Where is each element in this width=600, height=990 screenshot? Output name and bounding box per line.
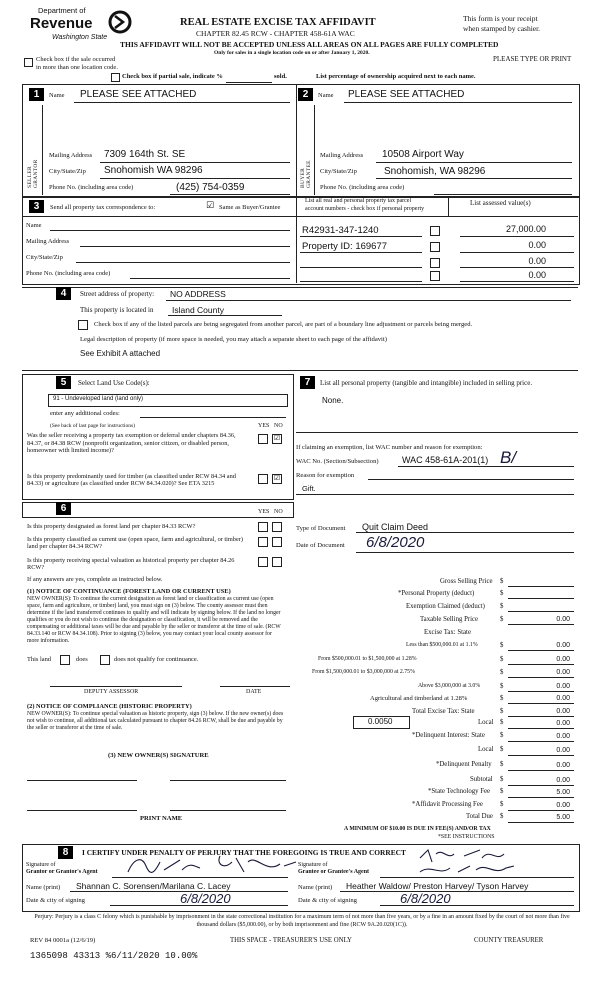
recording-stamp: 1365098 43313 %6/11/2020 10.00% (30, 951, 198, 961)
grantor-date-label: Date & city of signing (26, 897, 85, 904)
taxable-dollar: $ (500, 616, 504, 623)
s5-q1: Was the seller receiving a property tax exemption or deferral under chapters 84.36, 84.37, or 84.38 RCW (nonprofit organization, senior citizen, or disabled person, homeowner with limited income)? (27, 432, 236, 454)
doc-type-line (356, 532, 574, 533)
personal-property-checkbox[interactable] (430, 258, 440, 268)
section-8-number: 8 (58, 846, 73, 859)
total-due-value[interactable]: 5.00 (556, 814, 570, 821)
seller-grantor-side-label: SELLER GRANTOR (27, 159, 39, 188)
new-owner-sig-line-1[interactable] (27, 780, 137, 781)
new-owner-sig-line-2[interactable] (170, 780, 286, 781)
affidavit-fee-label: *Affidavit Processing Fee (412, 801, 483, 808)
grantee-date-label: Date & city of signing (298, 897, 357, 904)
buyer-mailing-line (376, 162, 572, 163)
tier4-dollar: $ (500, 683, 504, 690)
tech-fee-dollar: $ (500, 788, 504, 795)
delinquent-penalty-line (508, 770, 574, 771)
reason-label: Reason for exemption (296, 472, 355, 479)
street-address-line (166, 300, 571, 301)
land-qualify-this: This land (27, 656, 51, 663)
s3-mailing-line[interactable] (80, 246, 290, 247)
affidavit-fee-line (508, 810, 574, 811)
assessed-header: List assessed value(s) (470, 199, 531, 207)
assessed-line (460, 252, 574, 253)
ownership-note: List percentage of ownership acquired next to each name. (316, 73, 476, 80)
subtotal-dollar: $ (500, 776, 504, 783)
doc-type-value[interactable]: Quit Claim Deed (362, 522, 429, 532)
tech-fee-label: *State Technology Fee (428, 788, 491, 795)
subtotal-value[interactable]: 0.00 (556, 777, 570, 784)
tier1-dollar: $ (500, 642, 504, 649)
delinquent-interest-label: *Delinquent Interest: State (412, 732, 485, 739)
doc-type-label: Type of Document (296, 525, 346, 532)
partial-sale-checkbox[interactable] (111, 73, 120, 82)
send-correspondence-label: Send all property tax correspondence to: (50, 204, 156, 211)
personal-property-checkbox[interactable] (430, 271, 440, 281)
tier1-line (508, 650, 574, 651)
additional-codes-line[interactable] (140, 417, 286, 418)
subtotal-line (508, 785, 574, 786)
grantor-name-line (70, 891, 288, 892)
local2-value[interactable]: 0.00 (556, 747, 570, 754)
s3-name-line[interactable] (50, 230, 290, 231)
buyer-name-label: Name (318, 92, 334, 99)
delinquent-penalty-label: *Delinquent Penalty (436, 761, 492, 768)
grantee-name-label: Name (print) (298, 884, 333, 891)
buyer-phone-line[interactable] (434, 194, 572, 195)
s6-q1: Is this property designated as forest land per chapter 84.33 RCW? (27, 523, 196, 530)
delinquent-interest-dollar: $ (500, 732, 504, 739)
seller-name-label: Name (49, 92, 65, 99)
taxable-label: Taxable Selling Price (420, 616, 479, 623)
assessed-line (460, 267, 574, 268)
total-due-label: Total Due (466, 813, 493, 820)
s6-q1-yes-checkbox[interactable] (258, 522, 268, 532)
deputy-assessor-label: DEPUTY ASSESSOR (84, 689, 139, 695)
assessed-value[interactable]: 0.00 (528, 270, 546, 280)
located-in-label: This property is located in (80, 306, 154, 314)
grantor-name-value[interactable]: Shannan C. Sorensen/Marilana C. Lacey (76, 881, 231, 891)
parcel-header-2: account numbers - check box if personal property (305, 206, 425, 212)
dept-small-label: Department of (38, 6, 86, 15)
assessed-value[interactable]: 0.00 (528, 256, 546, 266)
perjury-notice: Perjury: Perjury is a class C felony which is punishable by imprisonment in the state correctional institution for a maximum term of not more than five years, or by a fine in an amount fixed by the court of not more than five thousand dollars ($5,000.00), or by both imprisonment and fine (RCW 9A.20.020(1C)). (34, 914, 570, 928)
ag-line (508, 703, 574, 704)
doc-date-label: Date of Document (296, 542, 345, 549)
s3-city-label: City/State/Zip (26, 254, 63, 261)
section-6-number: 6 (56, 502, 71, 515)
ag-label: Agricultural and timberland at 1.28% (370, 695, 468, 702)
s5-no-header: NO (274, 423, 283, 429)
notice-1-title: (1) NOTICE OF CONTINUANCE (FOREST LAND OR CURRENT USE) (27, 588, 231, 595)
if-yes-note: If any answers are yes, complete as instructed below. (27, 576, 163, 583)
grantor-date-line (110, 905, 288, 906)
certify-statement: I CERTIFY UNDER PENALTY OF PERJURY THAT THE FOREGOING IS TRUE AND CORRECT (82, 848, 406, 857)
wac-handwritten-mark: B/ (500, 448, 517, 467)
reason-line (368, 479, 574, 480)
s3-mailing-label: Mailing Address (26, 238, 70, 245)
section-3-divider-1 (296, 196, 297, 283)
buyer-name-value[interactable]: PLEASE SEE ATTACHED (348, 89, 465, 100)
seller-mailing-line (100, 162, 290, 163)
dept-state-label: Washington State (52, 34, 108, 41)
located-in-line (168, 315, 282, 316)
grantee-sig-line (380, 877, 574, 878)
ag-dollar: $ (500, 695, 504, 702)
print-name-line-1[interactable] (27, 810, 137, 811)
seller-name-line (74, 102, 290, 103)
tier2-dollar: $ (500, 656, 504, 663)
receipt-note-2: when stamped by cashier. (463, 24, 541, 33)
legal-description-label: Legal description of property (if more space is needed, you may attach a separate sheet to each page of the affidavit) (80, 336, 387, 343)
s5-q1-yes-checkbox[interactable] (258, 434, 268, 444)
total-state-label: Total Excise Tax: State (412, 708, 475, 715)
s6-q2-no-checkbox[interactable] (272, 537, 282, 547)
print-name-label: PRINT NAME (140, 815, 183, 822)
reason-line-2 (296, 494, 574, 495)
wac-label: WAC No. (Section/Subsection) (296, 458, 379, 465)
tier1-value[interactable]: 0.00 (556, 642, 570, 649)
taxable-line (508, 624, 574, 625)
form-title: REAL ESTATE EXCISE TAX AFFIDAVIT (180, 17, 376, 28)
revenue-logo-icon (107, 10, 133, 34)
s5-yes-header: YES (258, 423, 270, 429)
partial-sale-percent-line[interactable] (226, 82, 272, 83)
parcel-line (300, 236, 422, 237)
personal-property-value[interactable]: None. (322, 396, 344, 405)
subtotal-label: Subtotal (470, 776, 493, 783)
s5-q1-no-checkbox[interactable]: ☑ (273, 434, 281, 442)
tier3-value[interactable]: 0.00 (556, 669, 570, 676)
seller-side-divider (42, 105, 43, 195)
grantee-date-line (380, 905, 574, 906)
assessed-line (460, 281, 574, 282)
tier4-line (508, 691, 574, 692)
tier4-label: Above $3,000,000 at 3.0% (418, 683, 481, 689)
personal-deduct-line[interactable] (508, 598, 574, 599)
deputy-assessor-line[interactable] (50, 686, 182, 687)
s3-phone-label: Phone No. (including area code) (26, 270, 111, 277)
local2-label: Local (478, 746, 494, 753)
tier1-label: Less than $500,000.01 at 1.1% (406, 642, 478, 648)
s3-city-line[interactable] (76, 262, 290, 263)
parcel-number[interactable]: R42931-347-1240 (302, 225, 379, 236)
assessed-value[interactable]: 0.00 (528, 240, 546, 250)
grantor-date-value[interactable]: 6/8/2020 (180, 891, 231, 906)
affidavit-fee-value[interactable]: 0.00 (556, 802, 570, 809)
delinquent-interest-line (508, 741, 574, 742)
land-does-checkbox[interactable] (60, 655, 70, 665)
s3-name-label: Name (26, 222, 42, 229)
tier4-value[interactable]: 0.00 (556, 683, 570, 690)
minimum-note: A MINIMUM OF $10.00 IS DUE IN FEE(S) AND/OR TAX (344, 826, 491, 832)
section-1-number: 1 (29, 88, 44, 101)
s6-yes-header: YES (258, 509, 270, 515)
print-name-line-2[interactable] (170, 810, 286, 811)
seller-phone-line (170, 194, 290, 195)
notice-1-body: NEW OWNER(S): To continue the current designation as forest land or classification as current use (open space, farm and agriculture, or timber) land, you must sign on (3) below. The county assessor must then determine if the land transferred continues to qualify and will indicate by signing below. If the land no longer qualifies or you do not wish to continue the designation or classification, it will be removed and the compensating or additional taxes will be due and payable by the seller or transferor at the time of sale. (RCW 84.33.140 or RCW 84.34.108). Prior to signing (3) below, you may contact your local county assessor for more information. (27, 596, 281, 644)
buyer-city-value[interactable]: Snohomish, WA 98296 (384, 166, 486, 177)
local2-dollar: $ (500, 746, 504, 753)
exemption-deduct-label: Exemption Claimed (deduct) (406, 603, 485, 610)
total-state-line (508, 716, 574, 717)
personal-property-label: List all personal property (tangible and intangible) included in selling price. (320, 379, 533, 387)
same-as-buyer-checkbox[interactable]: ☑ (206, 201, 215, 211)
print-note: PLEASE TYPE OR PRINT (493, 55, 572, 63)
seller-phone-value[interactable]: (425) 754-0359 (176, 182, 245, 193)
delinquent-penalty-value[interactable]: 0.00 (556, 762, 570, 769)
total-state-value[interactable]: 0.00 (556, 708, 570, 715)
tier2-value[interactable]: 0.00 (556, 656, 570, 663)
s3-phone-line[interactable] (130, 278, 290, 279)
section-7-number: 7 (300, 376, 315, 389)
treasurer-use-label: THIS SPACE - TREASURER'S USE ONLY (230, 937, 352, 944)
section-5-number: 5 (56, 376, 71, 389)
total-state-dollar: $ (500, 708, 504, 715)
seller-name-value[interactable]: PLEASE SEE ATTACHED (80, 89, 197, 100)
assessed-line (460, 236, 574, 237)
section-4-bottom-line (22, 370, 578, 371)
land-qualify-does-not: does not qualify for continuance. (114, 656, 199, 663)
section-2-number: 2 (298, 88, 313, 101)
total-due-line (508, 822, 574, 823)
single-location-note: Only for sales in a single location code on or after January 1, 2020. (214, 50, 370, 56)
multi-location-label-2: in more than one location code. (36, 64, 118, 71)
located-in-value[interactable]: Island County (172, 305, 224, 315)
parcel-header-1: List all real and personal property tax parcel (305, 198, 412, 204)
s6-q3-no-checkbox[interactable] (272, 557, 282, 567)
partial-sale-label: Check box if partial sale, indicate % (122, 73, 223, 80)
tech-fee-line (508, 797, 574, 798)
tier2-line (508, 664, 574, 665)
section-3-number: 3 (29, 200, 44, 213)
gross-dollar: $ (500, 578, 504, 585)
form-subtitle: CHAPTER 82.45 RCW - CHAPTER 458-61A WAC (196, 29, 355, 38)
gross-line[interactable] (508, 586, 574, 587)
s5-q2: Is this property predominantly used for timber (as classified under RCW 84.34 and 84.33) or agriculture (as classified under RCW 84.34.020)? See ETA 3215 (27, 473, 236, 488)
exemption-deduct-line[interactable] (508, 611, 574, 612)
segregated-label: Check box if any of the listed parcels are being segregated from another parcel, are part of a boundary line adjustment or parcels being merged. (94, 321, 473, 328)
tier3-label: From $1,500,000.01 to $3,000,000 at 2.75% (312, 669, 415, 675)
tier3-dollar: $ (500, 669, 504, 676)
total-due-dollar: $ (500, 813, 504, 820)
affidavit-fee-dollar: $ (500, 801, 504, 808)
gross-label: Gross Selling Price (440, 578, 493, 585)
buyer-name-line (344, 102, 572, 103)
land-use-value: 91 - Undeveloped land (land only) (53, 396, 144, 402)
county-treasurer-label: COUNTY TREASURER (474, 937, 544, 944)
grantor-sig-label-1: Signature of (26, 862, 56, 868)
seller-city-value[interactable]: Snohomish WA 98296 (104, 165, 203, 176)
segregated-checkbox[interactable] (78, 320, 88, 330)
notice-2-title: (2) NOTICE OF COMPLIANCE (HISTORIC PROPERTY) (27, 703, 192, 710)
grantee-name-line (340, 891, 574, 892)
seller-mailing-value[interactable]: 7309 164th St. SE (104, 149, 186, 160)
deputy-date-line[interactable] (220, 686, 290, 687)
seller-city-line (100, 178, 290, 179)
s6-q2-yes-checkbox[interactable] (258, 537, 268, 547)
seller-phone-label: Phone No. (including area code) (49, 184, 134, 191)
s6-q3-yes-checkbox[interactable] (258, 557, 268, 567)
assessed-value[interactable]: 27,000.00 (505, 224, 546, 234)
buyer-side-divider (314, 105, 315, 195)
local-value[interactable]: 0.00 (556, 720, 570, 727)
buyer-phone-label: Phone No. (including area code) (320, 184, 405, 191)
local-line (508, 728, 574, 729)
s6-no-header: NO (274, 509, 283, 515)
receipt-note-1: This form is your receipt (463, 14, 538, 23)
wac-line (398, 466, 574, 467)
partial-sale-sold-label: sold. (274, 73, 287, 80)
parcel-line (300, 281, 422, 282)
same-as-buyer-label: Same as Buyer/Grantee (219, 204, 281, 211)
excise-state-label: Excise Tax: State (424, 629, 471, 636)
buyer-city-label: City/State/Zip (320, 168, 357, 175)
delinquent-interest-value[interactable]: 0.00 (556, 733, 570, 740)
doc-date-value[interactable]: 6/8/2020 (366, 534, 425, 551)
notice-2-body: NEW OWNER(S): To continue special valuation as historic property, sign (3) below. If the new owner(s) does not wish to continue, all additional tax calculated pursuant to chapter 84.26 RCW, shall be due and payable by the seller or transferor at the time of sale. (27, 711, 284, 731)
personal-property-checkbox[interactable] (430, 226, 440, 236)
section-3-header-line (22, 216, 578, 217)
multi-location-label-1: Check box if the sale occurred (36, 56, 116, 63)
tier3-line (508, 677, 574, 678)
grantee-date-value[interactable]: 6/8/2020 (400, 891, 451, 906)
ag-value[interactable]: 0.00 (556, 695, 570, 702)
street-address-value[interactable]: NO ADDRESS (170, 289, 226, 299)
local-label: Local (478, 719, 494, 726)
grantor-sig-label-2: Grantor or Grantor's Agent (26, 869, 98, 875)
parcel-line (300, 252, 422, 253)
local-rate-value: 0.0050 (368, 717, 393, 726)
section-1-2-divider (296, 84, 297, 196)
seller-city-label: City/State/Zip (49, 168, 86, 175)
s6-q1-no-checkbox[interactable] (272, 522, 282, 532)
land-does-not-checkbox[interactable] (100, 655, 110, 665)
grantor-sig-line (112, 877, 288, 878)
section-4-number: 4 (56, 287, 71, 300)
grantor-signature[interactable] (120, 852, 300, 878)
see-instructions-note: *SEE INSTRUCTIONS (438, 834, 495, 840)
section-3-divider-2 (448, 196, 449, 216)
exemption-label: If claiming an exemption, list WAC number and reason for exemption: (296, 444, 483, 451)
personal-deduct-dollar: $ (500, 590, 504, 597)
tier2-label: From $500,000.01 to $1,500,000 at 1.28% (318, 656, 417, 662)
see-back-note: (See back of last page for instructions) (50, 423, 135, 429)
grantor-name-label: Name (print) (26, 884, 61, 891)
section-7-divider (296, 432, 578, 433)
wac-value[interactable]: WAC 458-61A-201(1) (402, 455, 489, 465)
street-address-label: Street address of property: (80, 290, 155, 298)
taxable-value[interactable]: 0.00 (556, 616, 570, 623)
parcel-number[interactable]: Property ID: 169677 (302, 241, 388, 252)
s5-q2-no-checkbox[interactable]: ☑ (273, 474, 281, 482)
buyer-mailing-value[interactable]: 10508 Airport Way (382, 149, 464, 160)
local2-line (508, 755, 574, 756)
reason-value[interactable]: Gift. (302, 484, 316, 493)
land-qualify-does: does (76, 656, 88, 663)
seller-mailing-label: Mailing Address (49, 152, 93, 159)
grantee-sig-label-1: Signature of (298, 862, 328, 868)
buyer-mailing-label: Mailing Address (320, 152, 364, 159)
dept-big-label: Revenue (30, 15, 93, 32)
additional-codes-label: enter any additional codes: (50, 410, 120, 417)
multi-location-checkbox[interactable] (24, 58, 33, 67)
grantee-sig-label-3: Grantee or Grantee's Agent (298, 869, 370, 875)
parcel-line (300, 267, 422, 268)
doc-date-line (356, 552, 574, 553)
personal-deduct-label: *Personal Property (deduct) (398, 590, 475, 597)
s6-q2: Is this property classified as current use (open space, farm and agricultural, or timber) land per chapter 84.34 RCW? (27, 536, 243, 550)
deputy-date-label: DATE (246, 689, 262, 695)
warning-banner: THIS AFFIDAVIT WILL NOT BE ACCEPTED UNLESS ALL AREAS ON ALL PAGES ARE FULLY COMPLETED (120, 40, 499, 49)
s6-q3: Is this property receiving special valuation as historical property per chapter 84.26 RCW? (27, 557, 235, 571)
tech-fee-value[interactable]: 5.00 (556, 789, 570, 796)
local-dollar: $ (500, 719, 504, 726)
s5-q2-yes-checkbox[interactable] (258, 474, 268, 484)
new-owner-signature-label: (3) NEW OWNER(S) SIGNATURE (108, 752, 209, 759)
grantee-name-value[interactable]: Heather Waldow/ Preston Harvey/ Tyson Harvey (346, 881, 529, 891)
personal-property-checkbox[interactable] (430, 242, 440, 252)
rev-number: REV 84 0001a (12/6/19) (30, 937, 96, 944)
land-use-label: Select Land Use Code(s): (78, 379, 150, 387)
exemption-deduct-dollar: $ (500, 603, 504, 610)
delinquent-penalty-dollar: $ (500, 761, 504, 768)
grantee-signature[interactable] (410, 846, 570, 878)
buyer-grantee-side-label: BUYER GRANTEE (300, 160, 312, 188)
legal-description-value[interactable]: See Exhibit A attached (80, 349, 161, 358)
buyer-city-line (376, 178, 572, 179)
